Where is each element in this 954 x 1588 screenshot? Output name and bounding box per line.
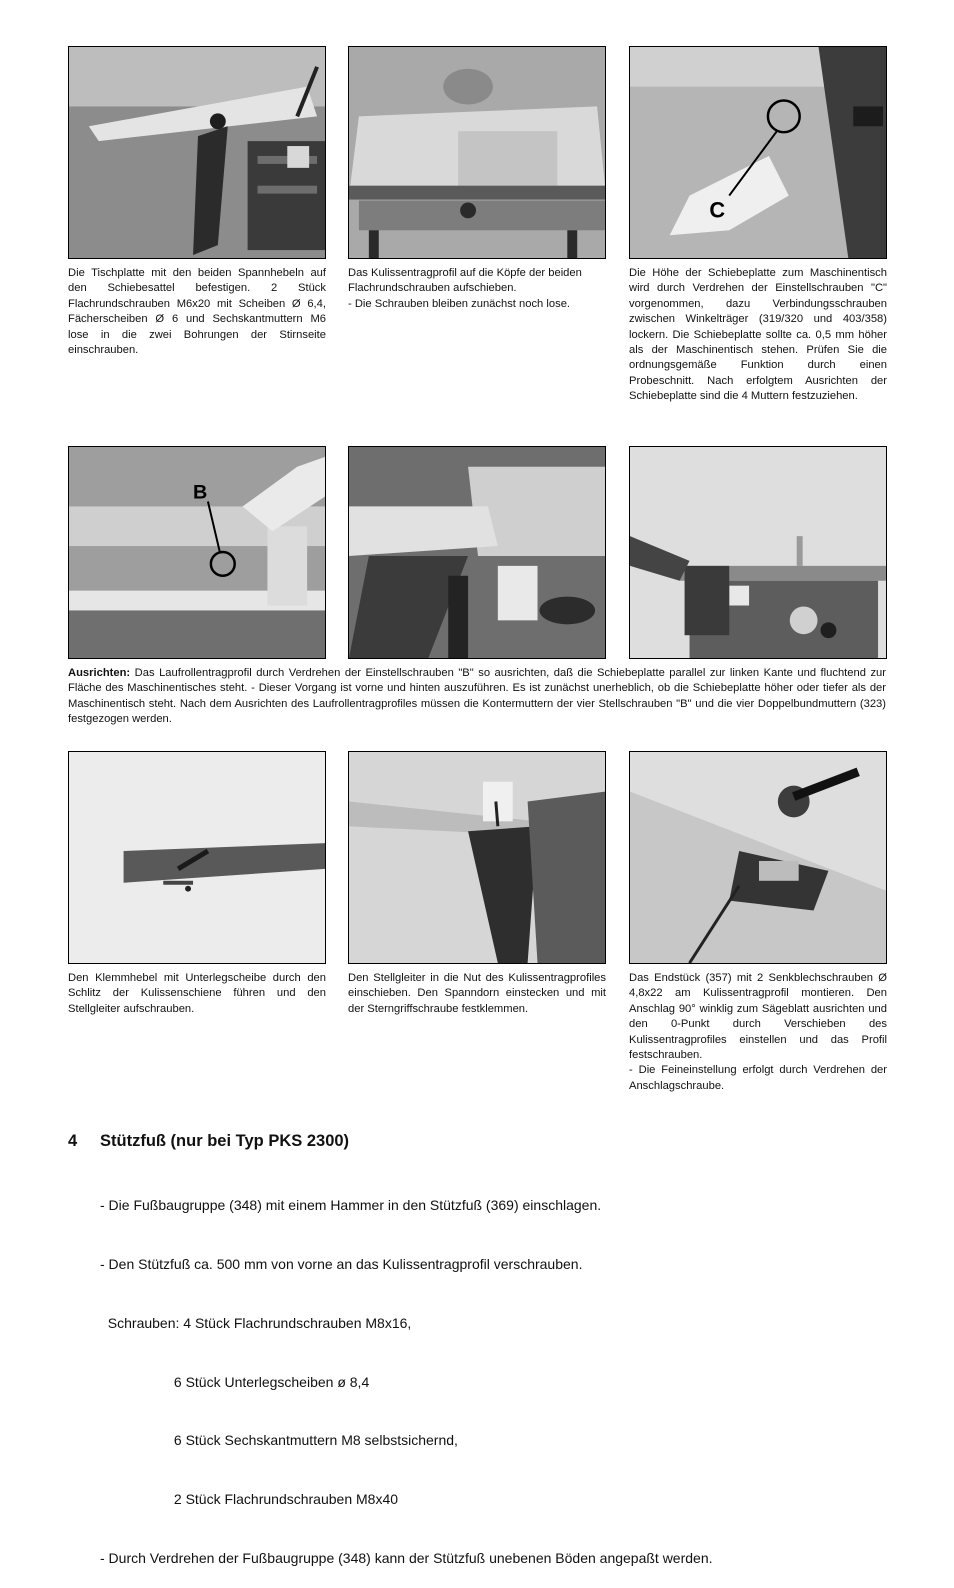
caption-end-piece: Das Endstück (357) mit 2 Senkblechschrauben Ø 4,8x22 am Kulissentragprofil montieren. Den Anschlag 90° winklig zum Sägeblatt ausrichten und den 0-Punkt durch Verschieben des Kulissentragprofiles einstellen und das Profil festschrauben. - Die Feineinstellung erfolgt durch Verdrehen der Anschlagschraube. [629, 972, 887, 1092]
photo-aligning-profile [348, 446, 606, 659]
caption-slide-profile: Das Kulissentragprofil auf die Köpfe der beiden Flachrundschrauben aufschieben. - Die Schrauben bleiben zunächst noch lose. [348, 267, 582, 310]
photo-adjust-screw-b [68, 446, 326, 659]
caption-slide-guide: Den Stellgleiter in die Nut des Kulissentragprofiles einschieben. Den Spanndorn einstecken und mit der Sterngriffschraube festklemmen. [348, 972, 606, 1015]
section-body [100, 1157, 713, 1588]
marker-b-label: B [193, 481, 208, 504]
photo-height-adjust-screw-c [629, 46, 887, 259]
section-line: 6 Stück Sechskantmuttern M8 selbstsichernd, [100, 1432, 458, 1449]
section-number: 4 [68, 1132, 78, 1150]
marker-c-label: C [709, 197, 726, 223]
caption-ausrichten-label: Ausrichten: [68, 667, 131, 679]
caption-clamp-lever: Den Klemmhebel mit Unterlegscheibe durch den Schlitz der Kulissenschiene führen und den Stellgleiter aufschrauben. [68, 972, 326, 1015]
photo-slide-guide-insert [348, 751, 606, 964]
section-line: - Die Fußbaugruppe (348) mit einem Hammer in den Stützfuß (369) einschlagen. [100, 1197, 602, 1214]
section-line: 2 Stück Flachrundschrauben M8x40 [100, 1491, 399, 1508]
section-line: 6 Stück Unterlegscheiben ø 8,4 [100, 1373, 370, 1390]
photo-slide-profile-on-screws [348, 46, 606, 259]
photo-table-plate-clamping-levers [68, 46, 326, 259]
section-title: Stützfuß (nur bei Typ PKS 2300) [100, 1132, 350, 1150]
photo-machine-overview [629, 446, 887, 659]
photo-clamp-lever [68, 751, 326, 964]
section-line: Schrauben: 4 Stück Flachrundschrauben M8x16, [100, 1314, 412, 1331]
caption-table-plate: Die Tischplatte mit den beiden Spannhebeln auf den Schiebesattel befestigen. 2 Stück Flachrundschrauben M6x20 mit Scheiben Ø 6,4, Fächerscheiben Ø 6 und Sechskantmuttern M6 lose in die zwei Bohrungen der Stirnseite einschrauben. [68, 267, 326, 357]
caption-height-adjust: Die Höhe der Schiebeplatte zum Maschinentisch wird durch Verdrehen der Einstellschrauben "C" vorgenommen, dazu Verbindungsschrauben zwischen Winkelträger (319/320 und 403/358) lockern. Die Schiebeplatte sollte ca. 0,5 mm höher als der Maschinentisch stehen. Prüfen Sie die ordnungsgemäße Funktion durch einen Probeschnitt. Nach erfolgtem Ausrichten der Schiebeplatte sind die 4 Muttern festzuziehen. [629, 267, 887, 403]
photo-end-piece-stop [629, 751, 887, 964]
section-line: - Durch Verdrehen der Fußbaugruppe (348) kann der Stützfuß unebenen Böden angepaßt werden. [100, 1549, 713, 1566]
caption-ausrichten [68, 666, 886, 728]
caption-ausrichten-text: Das Laufrollentragprofil durch Verdrehen der Einstellschrauben "B" so ausrichten, daß die Schiebeplatte parallel zur linken Kante und fluchtend zur Fläche des Maschinentisches steht. - Dieser Vorgang ist vorne und hinten auszuführen. Es ist zunächst unerheblich, ob die Schiebeplatte höher oder tiefer als der Maschinentisch steht. Nach dem Ausrichten des Laufrollentragprofiles müssen die Kontermuttern der vier Stellschrauben "B" und die vier Doppelbundmuttern (323) festgezogen werden. [68, 667, 886, 726]
section-line: - Den Stützfuß ca. 500 mm von vorne an das Kulissentragprofil verschrauben. [100, 1255, 583, 1272]
